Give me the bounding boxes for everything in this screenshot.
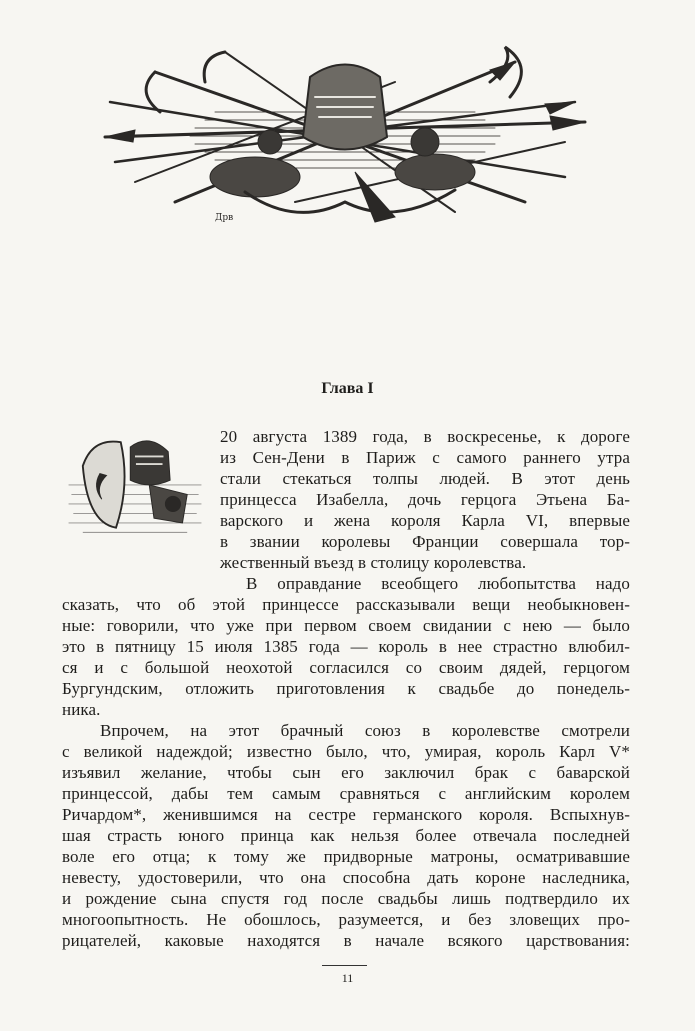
text-line: сказать, что об этой принцессе рассказывали вещи необыкновен- xyxy=(62,595,630,614)
text-line: шая страсть юного принца как нельзя более отвечала последней xyxy=(62,826,630,845)
text-line: изъявил желание, чтобы сын его заключил брак с баварской xyxy=(62,763,630,782)
text-line: рицателей, каковые находятся в начале всякого царствования: xyxy=(62,931,630,950)
engraver-signature: Дрв xyxy=(215,213,234,223)
text-line: невесту, удостоверили, что она способна дать короне наследника, xyxy=(62,868,630,887)
footer-rule xyxy=(322,965,367,966)
text-line: из Сен-Дени в Париж с самого раннего утра xyxy=(220,448,630,467)
text-line: ся и с большой неохотой согласился со своим дядей, герцогом xyxy=(62,658,630,677)
text-line: и рождение сына спустя год после свадьбы лишь подтвердило их xyxy=(62,889,630,908)
text-line: 20 августа 1389 года, в воскресенье, к дороге xyxy=(220,427,630,446)
text-line: варского и жена короля Карла VI, впервые xyxy=(220,511,630,530)
weapons-armor-engraving-icon xyxy=(95,42,595,232)
text-line: Ричардом*, женившимся на сестре германского короля. Вспыхнув- xyxy=(62,805,630,824)
text-line: Бургундским, отложить приготовления к свадьбе до понедель- xyxy=(62,679,630,698)
text-line: ные: говорили, что уже при первом своем свидании с нею — было xyxy=(62,616,630,635)
text-line: ника. xyxy=(62,700,101,719)
chapter-title: Глава I xyxy=(321,380,374,397)
text-line: в звании королевы Франции совершала тор- xyxy=(220,532,630,551)
text-line: воле его отца; к тому же придворные матроны, осматривавшие xyxy=(62,847,630,866)
shield-helmet-engraving-icon xyxy=(60,428,210,540)
text-line: стали стекаться толпы людей. В этот день xyxy=(220,469,630,488)
text-line: Впрочем, на этот брачный союз в королевстве смотрели xyxy=(100,721,630,740)
text-line: многоопытность. Не обошлось, разумеется, и без зловещих про- xyxy=(62,910,630,929)
text-line: принцесса Изабелла, дочь герцога Этьена Ба- xyxy=(220,490,630,509)
page-number: 11 xyxy=(341,971,354,985)
text-line: это в пятницу 15 июля 1385 года — король в нее страстно влюбил- xyxy=(62,637,630,656)
text-line: принцессой, дабы тем самым сравняться с английским королем xyxy=(62,784,630,803)
text-line: В оправдание всеобщего любопытства надо xyxy=(246,574,630,593)
text-line: жественный въезд в столицу королевства. xyxy=(220,553,527,572)
text-line: с великой надеждой; известно было, что, умирая, король Карл V* xyxy=(62,742,630,761)
